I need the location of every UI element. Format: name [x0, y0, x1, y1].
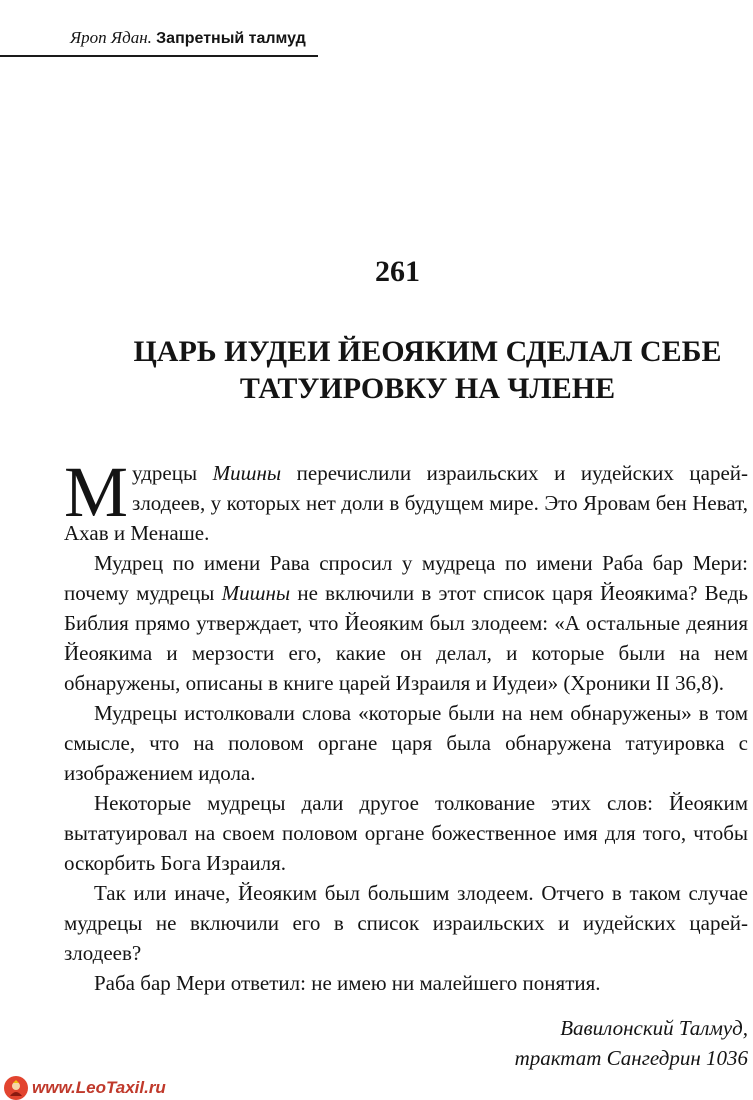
source-citation: [515, 1013, 748, 1073]
paragraph-1-part-b: перечислили израильских и иудейских царей-злодеев, у которых нет доли в будущем мире. Это Яровам бен Неват, Ахав и Менаше.: [64, 461, 748, 545]
paragraph-1-emphasis: Мишны: [212, 461, 282, 485]
chapter-title: [60, 333, 753, 407]
paragraph-6: Раба бар Мери ответил: не имею ни малейшего понятия.: [94, 971, 601, 995]
watermark-text: www.LeoTaxil.ru: [32, 1078, 166, 1097]
paragraph-2: [64, 548, 748, 698]
paragraph-3: Мудрецы истолковали слова «которые были на нем обнаружены» в том смысле, что на половом органе царя была обнаружена татуировка с изображением идола.: [64, 701, 748, 785]
chapter-title-line-1: ЦАРЬ ИУДЕИ ЙЕОЯКИМ СДЕЛАЛ СЕБЕ: [133, 335, 722, 368]
body-text: [64, 452, 748, 998]
paragraph-2-part-a: Мудрец по имени Рава спросил у мудреца по имени Раба бар Мери: почему мудрецы: [64, 551, 748, 605]
leotaxil-logo-icon: [4, 1076, 28, 1100]
source-line-1: Вавилонский Талмуд,: [560, 1016, 748, 1040]
paragraph-5: Так или иначе, Йеояким был большим злодеем. Отчего в таком случае мудрецы не включили его в список израильских и иудейских царей-злодеев?: [64, 881, 748, 965]
paragraph-1: [64, 452, 748, 548]
running-head: [70, 28, 306, 49]
chapter-number: 261: [375, 255, 420, 288]
watermark: [4, 1076, 166, 1100]
paragraph-1-part-a: удрецы: [132, 461, 213, 485]
chapter-title-line-2: ТАТУИРОВКУ НА ЧЛЕНЕ: [239, 372, 616, 405]
header-author: Яроп Ядан.: [70, 28, 152, 47]
header-rule: [0, 55, 318, 57]
header-book-title: Запретный талмуд: [156, 30, 306, 47]
paragraph-2-part-b: не включили в этот список царя Йеоякима? Ведь Библия прямо утверждает, что Йеояким был злодеем: «А остальные деяния Йеоякима и мерзости его, какие он делал, и которые были на нем обнаружены, описаны в книге царей Израиля и Иудеи» (Хроники II 36,8).: [64, 581, 748, 695]
drop-cap: М: [64, 452, 129, 532]
paragraph-2-emphasis: Мишны: [221, 581, 291, 605]
source-line-2: трактат Сангедрин 1036: [514, 1046, 748, 1070]
paragraph-4: Некоторые мудрецы дали другое толкование этих слов: Йеояким вытатуировал на своем половом органе божественное имя для того, чтобы оскорбить Бога Израиля.: [64, 791, 748, 875]
